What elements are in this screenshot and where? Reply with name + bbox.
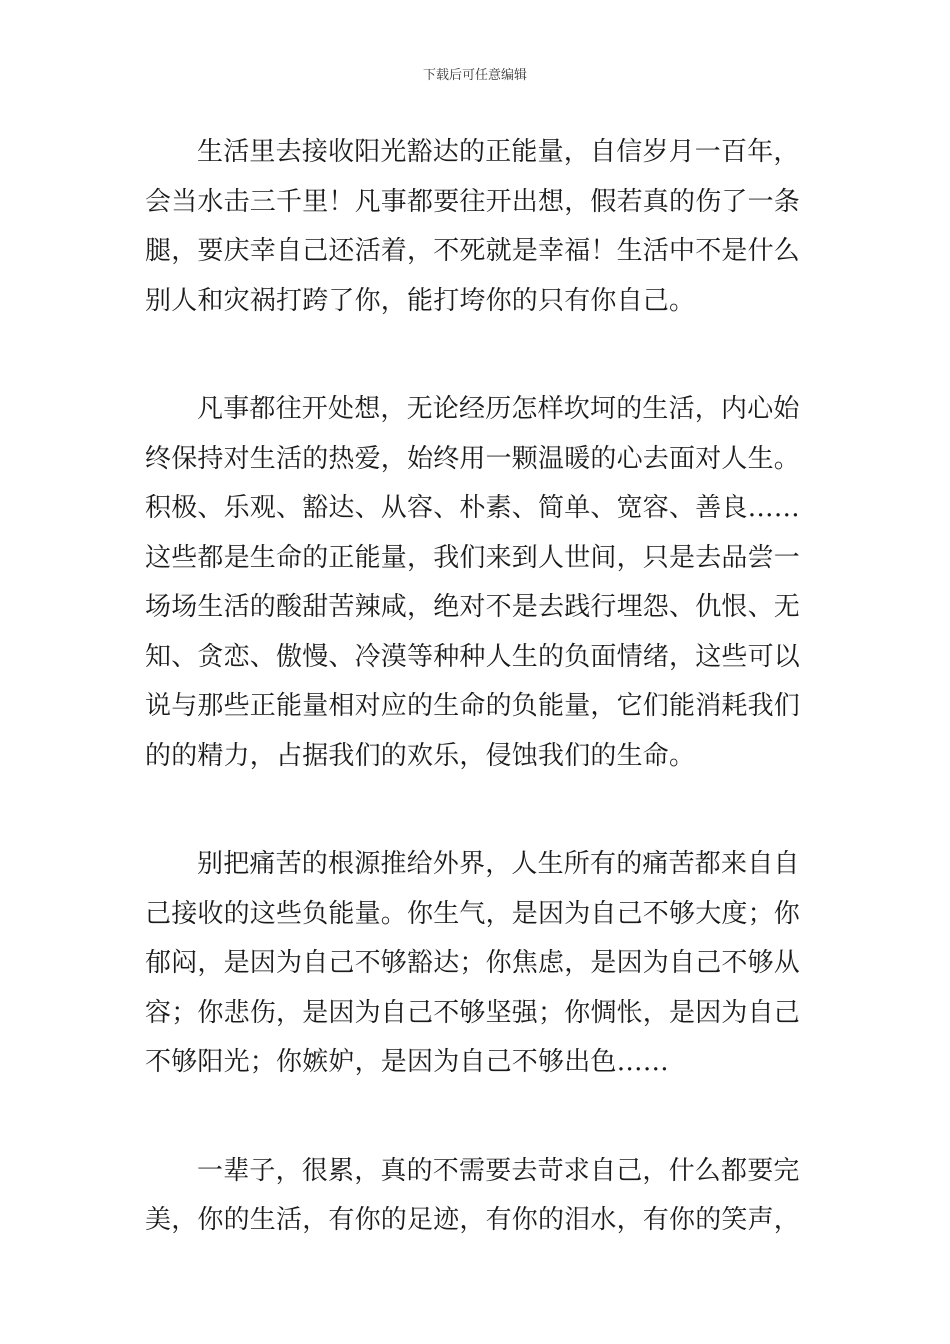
paragraph-line: 场场生活的酸甜苦辣咸，绝对不是去践行埋怨、仇恨、无 bbox=[145, 592, 801, 622]
paragraph bbox=[145, 840, 807, 1088]
paragraph-line: 美，你的生活，有你的足迹，有你的泪水，有你的笑声， bbox=[145, 1205, 801, 1235]
paragraph-line: 生活里去接收阳光豁达的正能量，自信岁月一百年， bbox=[197, 137, 800, 167]
paragraph bbox=[145, 1147, 807, 1246]
paragraph-line: 别把痛苦的根源推给外界，人生所有的痛苦都来自自 bbox=[197, 849, 800, 879]
paragraph-line: 会当水击三千里！凡事都要往开出想，假若真的伤了一条 bbox=[145, 186, 801, 217]
paragraph-line: 这些都是生命的正能量，我们来到人世间，只是去品尝一 bbox=[145, 542, 801, 573]
paragraph-line: 终保持对生活的热爱，始终用一颗温暖的心去面对人生。 bbox=[145, 443, 801, 474]
paragraph-line: 凡事都往开处想，无论经历怎样坎坷的生活，内心始 bbox=[197, 394, 800, 424]
paragraph bbox=[145, 128, 807, 326]
page-header: 下载后可任意编辑 bbox=[422, 68, 527, 83]
paragraph-line: 积极、乐观、豁达、从容、朴素、简单、宽容、善良…… bbox=[145, 493, 801, 523]
document-body bbox=[145, 128, 807, 1246]
paragraph-line: 一辈子，很累，真的不需要去苛求自己，什么都要完 bbox=[197, 1155, 800, 1186]
paragraph-line: 说与那些正能量相对应的生命的负能量，它们能消耗我们 bbox=[145, 691, 801, 721]
paragraph bbox=[145, 385, 807, 781]
paragraph-line: 的的精力，占据我们的欢乐，侵蚀我们的生命。 bbox=[145, 740, 696, 771]
paragraph-line: 知、贪恋、傲慢、冷漠等种种人生的负面情绪，这些可以 bbox=[145, 641, 801, 672]
paragraph-line: 不够阳光；你嫉妒，是因为自己不够出色…… bbox=[145, 1047, 670, 1077]
paragraph-line: 容；你悲伤，是因为自己不够坚强；你惆怅，是因为自己 bbox=[145, 997, 801, 1028]
paragraph-line: 己接收的这些负能量。你生气，是因为自己不够大度；你 bbox=[145, 898, 801, 929]
paragraph-line: 郁闷，是因为自己不够豁达；你焦虑，是因为自己不够从 bbox=[145, 948, 801, 978]
paragraph-line: 别人和灾祸打跨了你，能打垮你的只有你自己。 bbox=[145, 285, 696, 316]
paragraph-line: 腿，要庆幸自己还活着，不死就是幸福！生活中不是什么 bbox=[145, 236, 801, 266]
